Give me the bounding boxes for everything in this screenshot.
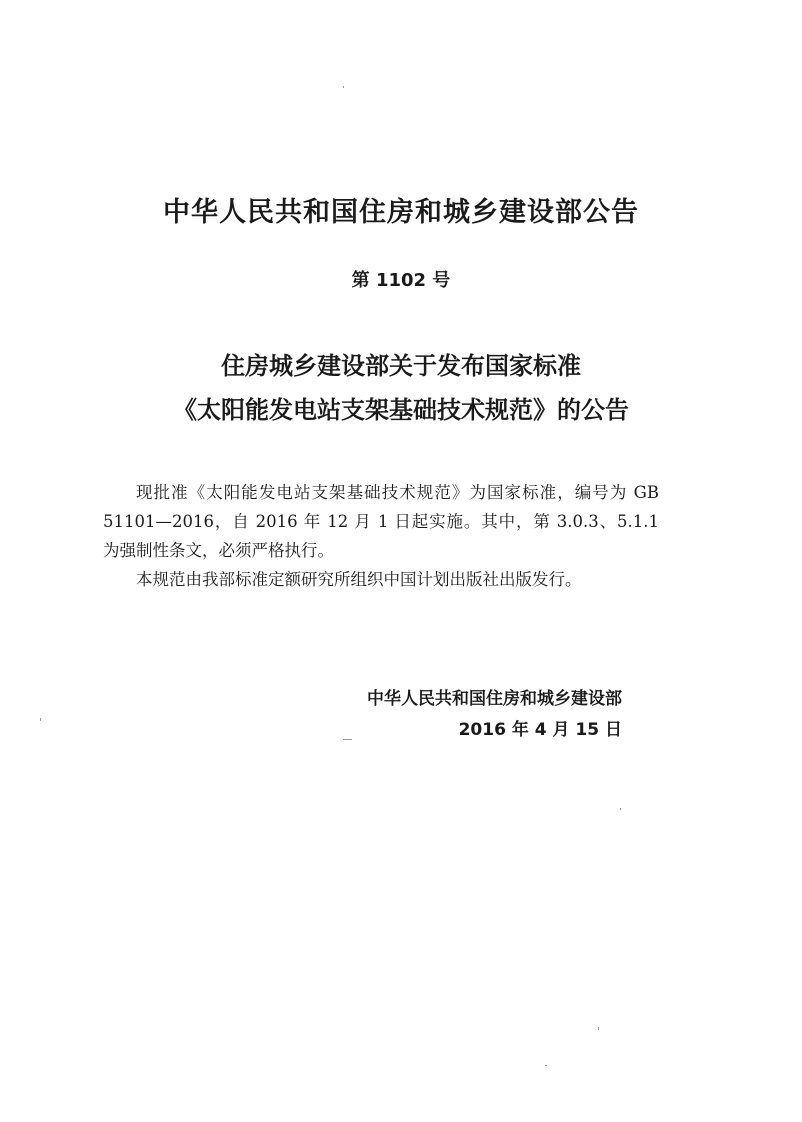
scan-speck — [343, 739, 352, 740]
scan-speck — [545, 1065, 547, 1066]
scan-speck — [40, 718, 41, 721]
issuer-title: 中华人民共和国住房和城乡建设部公告 — [163, 197, 639, 228]
scan-speck — [343, 86, 344, 88]
body-paragraph-publishing: 本规范由我部标准定额研究所组织中国计划出版社出版发行。 — [136, 570, 582, 589]
body-paragraph-approval: 现批准《太阳能发电站支架基础技术规范》为国家标准，编号为 GB 51101—2016，自 2016 年 12 月 1 日起实施。其中，第 3.0.3、5.1.1 为强制性条文，必须严格执行。 — [103, 483, 659, 560]
subject-line-2: 《太阳能发电站支架基础技术规范》的公告 — [173, 395, 629, 424]
announcement-body — [103, 478, 659, 594]
announcement-subject — [0, 344, 802, 432]
subject-line-1: 住房城乡建设部关于发布国家标准 — [221, 351, 581, 380]
signature-block — [367, 684, 622, 746]
signature-organization: 中华人民共和国住房和城乡建设部 — [367, 689, 622, 709]
announcement-number: 第 1102 号 — [351, 270, 451, 291]
signature-date: 2016 年 4 月 15 日 — [458, 720, 622, 740]
scan-speck — [598, 1027, 599, 1030]
scan-speck — [620, 808, 621, 810]
